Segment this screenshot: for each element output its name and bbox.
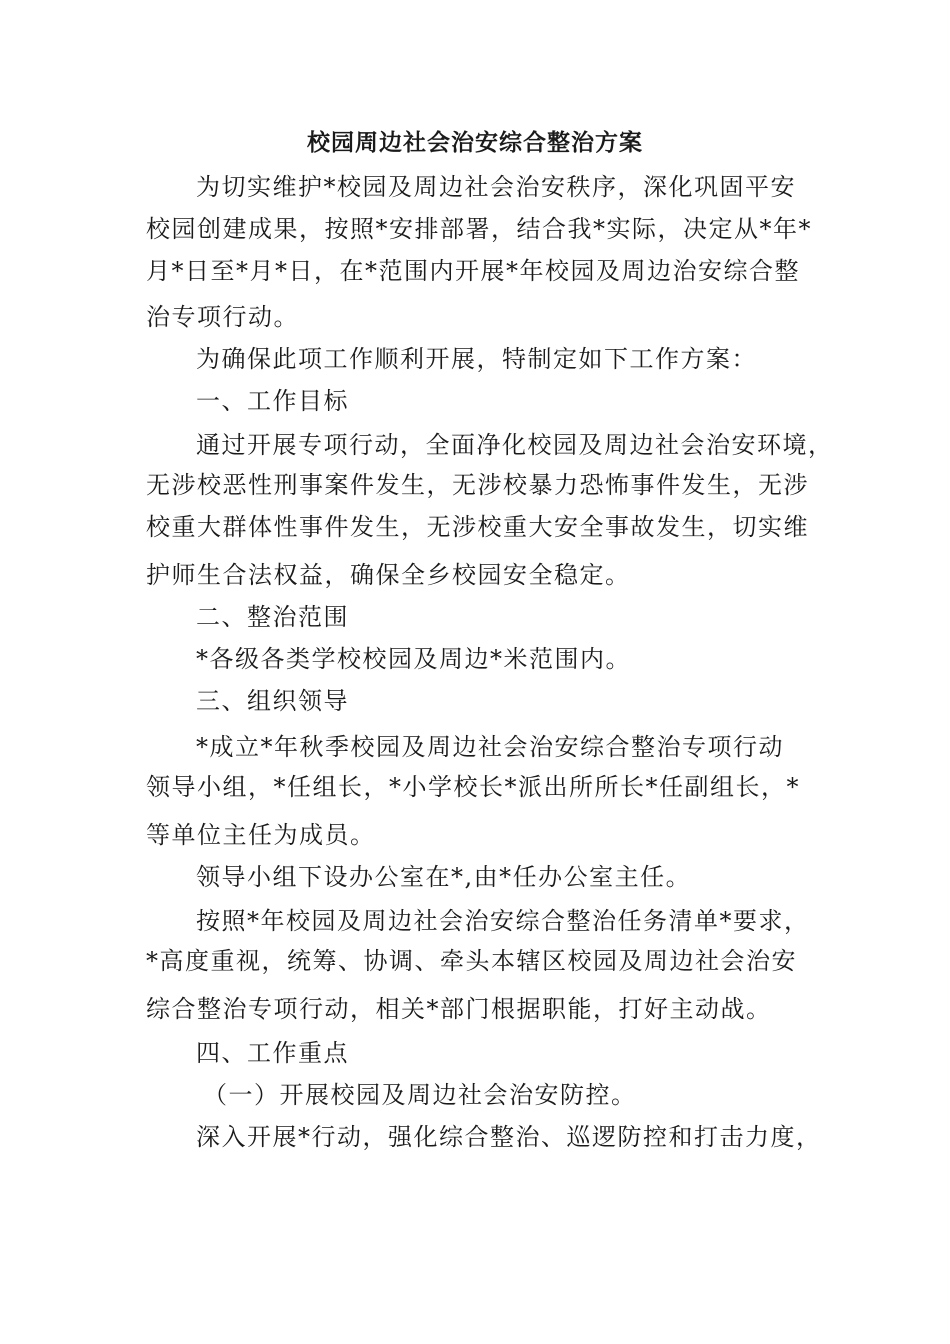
document-title: 校园周边社会治安综合整治方案 (307, 129, 643, 156)
paragraph-line: 综合整治专项行动，相关*部门根据职能，打好主动战。 (146, 995, 772, 1023)
section-heading: 二、整治范围 (196, 603, 349, 631)
section-heading: 三、组织领导 (196, 687, 349, 715)
paragraph-line: 校园创建成果，按照*安排部署，结合我*实际，决定从*年* (146, 215, 812, 243)
paragraph-line: 按照*年校园及周边社会治安综合整治任务清单*要求， (196, 907, 810, 935)
paragraph-line: 治专项行动。 (146, 303, 299, 331)
paragraph-line: 月*日至*月*日，在*范围内开展*年校园及周边治安综合整 (146, 257, 800, 285)
paragraph-line: 等单位主任为成员。 (146, 821, 376, 849)
paragraph-line: *各级各类学校校园及周边*米范围内。 (196, 645, 631, 673)
paragraph-line: 通过开展专项行动，全面净化校园及周边社会治安环境， (196, 431, 834, 459)
paragraph-line: *成立*年秋季校园及周边社会治安综合整治专项行动 (196, 733, 784, 761)
paragraph-line: 护师生合法权益，确保全乡校园安全稳定。 (146, 561, 631, 589)
paragraph-line: 为切实维护*校园及周边社会治安秩序，深化巩固平安 (196, 173, 796, 201)
paragraph-line: 无涉校恶性刑事案件发生，无涉校暴力恐怖事件发生，无涉 (146, 471, 809, 499)
section-heading: 一、工作目标 (196, 387, 349, 415)
paragraph-line: 为确保此项工作顺利开展，特制定如下工作方案： (196, 345, 757, 373)
section-heading: 四、工作重点 (196, 1039, 349, 1067)
subsection-heading: （一）开展校园及周边社会治安防控。 (203, 1081, 637, 1109)
paragraph-line: 领导小组，*任组长，*小学校长*派出所所长*任副组长，* (146, 773, 800, 801)
paragraph-line: 领导小组下设办公室在*,由*任办公室主任。 (196, 863, 692, 891)
paragraph-line: 深入开展*行动，强化综合整治、巡逻防控和打击力度， (196, 1123, 822, 1151)
paragraph-line: 校重大群体性事件发生，无涉校重大安全事故发生，切实维 (146, 513, 809, 541)
paragraph-line: *高度重视，统筹、协调、牵头本辖区校园及周边社会治安 (146, 947, 797, 975)
